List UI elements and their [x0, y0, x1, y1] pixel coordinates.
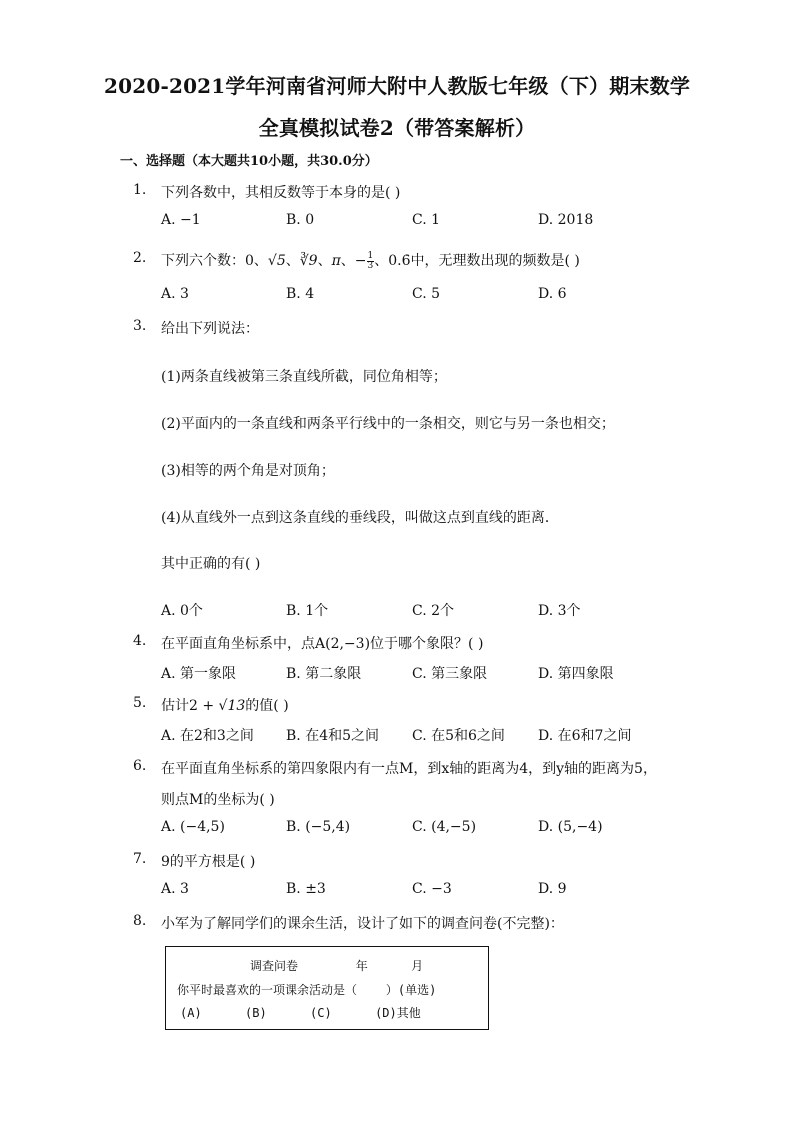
option-c[interactable]: C. (4,−5) — [412, 819, 477, 835]
question-text: 小军为了解同学们的课余生活，设计了如下的调查问卷(不完整)： — [161, 916, 564, 932]
question-number: 6. — [133, 758, 147, 774]
option-b[interactable]: B. 1个 — [286, 603, 329, 619]
option-a[interactable]: A. (−4,5) — [161, 819, 225, 835]
text-segment: 的值( ) — [245, 698, 289, 714]
options-q7 — [161, 881, 681, 901]
question-number: 7. — [133, 851, 147, 867]
option-b[interactable]: B. 在4和5之间 — [286, 728, 380, 744]
cbrt9: ∛9 — [299, 253, 318, 269]
option-c[interactable]: C. 第三象限 — [412, 666, 488, 682]
text-segment: 、0.6̇中，无理数出现的频数是( ) — [374, 253, 580, 269]
option-a[interactable]: A. 3 — [161, 286, 189, 302]
option-a[interactable]: A. 0个 — [161, 603, 203, 619]
denominator: 3 — [367, 260, 374, 271]
option-c[interactable]: C. 2个 — [412, 603, 455, 619]
question-text — [161, 695, 289, 715]
question-number: 3. — [133, 318, 147, 334]
pi: π — [331, 253, 341, 269]
option-d[interactable]: D. 9 — [538, 881, 567, 897]
question-number: 1. — [133, 182, 147, 198]
survey-choices: (A) (B) (C) (D)其他 — [180, 1006, 421, 1020]
options-q5 — [161, 725, 681, 745]
options-q4 — [161, 663, 681, 683]
question-text: 下列各数中，其相反数等于本身的是( ) — [161, 185, 401, 201]
question-number: 2. — [133, 250, 147, 266]
option-b[interactable]: B. ±3 — [286, 881, 326, 897]
option-b[interactable]: B. 4 — [286, 286, 315, 302]
option-a[interactable]: A. 3 — [161, 881, 189, 897]
option-c[interactable]: C. 5 — [412, 286, 441, 302]
option-d[interactable]: D. 在6和7之间 — [538, 728, 632, 744]
option-d[interactable]: D. 6 — [538, 286, 567, 302]
question-number: 4. — [133, 633, 147, 649]
section-heading: 一、选择题（本大题共10小题，共30.0分） — [120, 154, 378, 169]
question-text: 在平面直角坐标系中，点A(2,−3)位于哪个象限？( ) — [161, 636, 484, 652]
doc-title-line1: 2020-2021学年河南省河师大附中人教版七年级（下）期末数学 — [103, 74, 691, 98]
text-segment: 下列六个数：0、 — [161, 253, 268, 269]
statement-3: (3)相等的两个角是对顶角； — [161, 463, 335, 479]
options-q6 — [161, 819, 681, 839]
survey-title: 调查问卷 年 月 — [250, 959, 424, 973]
option-a[interactable]: A. −1 — [161, 212, 201, 228]
option-c[interactable]: C. −3 — [412, 881, 452, 897]
question-prompt: 其中正确的有( ) — [161, 556, 261, 572]
option-d[interactable]: D. (5,−4) — [538, 819, 603, 835]
sqrt5: √5 — [267, 253, 286, 269]
separator: 、 — [285, 253, 300, 269]
question-text: 在平面直角坐标系的第四象限内有一点M，到x轴的距离为4，到y轴的距离为5， — [161, 761, 657, 777]
question-text — [161, 250, 580, 271]
option-c[interactable]: C. 在5和6之间 — [412, 728, 505, 744]
separator: 、 — [317, 253, 332, 269]
option-a[interactable]: A. 在2和3之间 — [161, 728, 254, 744]
question-text: 9的平方根是( ) — [161, 854, 256, 870]
question-number: 8. — [133, 913, 147, 929]
option-b[interactable]: B. (−5,4) — [286, 819, 351, 835]
options-q2 — [161, 286, 681, 306]
doc-title-line2: 全真模拟试卷2（带答案解析） — [258, 116, 536, 140]
question-number: 5. — [133, 695, 147, 711]
sqrt13: √13 — [218, 698, 246, 714]
text-segment: 估计2 + — [161, 698, 219, 714]
options-q1 — [161, 212, 681, 232]
separator: 、− — [340, 253, 367, 269]
option-d[interactable]: D. 2018 — [538, 212, 594, 228]
options-q3 — [161, 600, 681, 620]
option-c[interactable]: C. 1 — [412, 212, 441, 228]
statement-1: (1)两条直线被第三条直线所截，同位角相等； — [161, 369, 447, 385]
question-text-cont: 则点M的坐标为( ) — [161, 792, 275, 808]
survey-box — [165, 946, 489, 1030]
statement-4: (4)从直线外一点到这条直线的垂线段，叫做这点到直线的距离． — [161, 510, 559, 526]
option-a[interactable]: A. 第一象限 — [161, 666, 237, 682]
option-d[interactable]: D. 3个 — [538, 603, 581, 619]
statement-2: (2)平面内的一条直线和两条平行线中的一条相交，则它与另一条也相交； — [161, 416, 615, 432]
option-b[interactable]: B. 第二象限 — [286, 666, 362, 682]
question-text: 给出下列说法： — [161, 321, 259, 337]
survey-question: 你平时最喜欢的一项课余活动是（ ）(单选) — [177, 983, 437, 997]
numerator: 1 — [367, 250, 374, 261]
option-d[interactable]: D. 第四象限 — [538, 666, 614, 682]
option-b[interactable]: B. 0 — [286, 212, 315, 228]
